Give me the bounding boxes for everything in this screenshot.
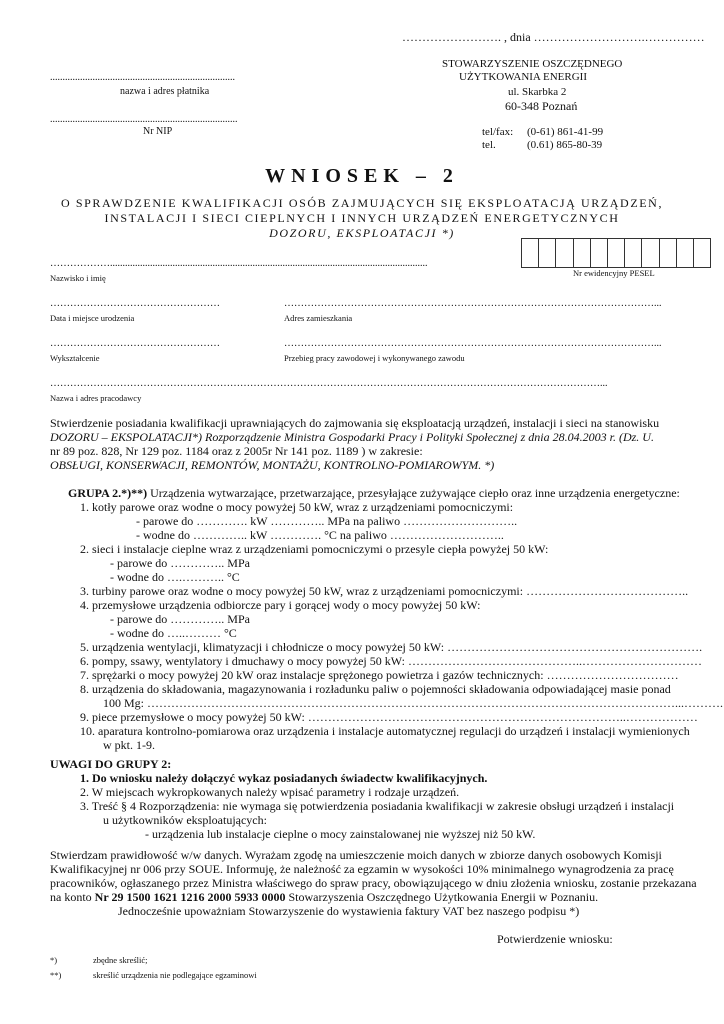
group-item-9[interactable]: 9. piece przemysłowe o mocy powyżej 50 kW: ……………………………………………………………………..……………… — [80, 710, 698, 724]
remarks-heading: UWAGI DO GRUPY 2: — [50, 757, 172, 771]
confirmation-label[interactable]: Potwierdzenie wniosku: — [497, 932, 613, 946]
career-label: Przebieg pracy zawodowej i wykonywanego zawodu — [284, 353, 465, 363]
pesel-digit-box[interactable] — [676, 238, 693, 268]
group-item-8-cont[interactable]: 100 Mg: ……………………………………………………………………………………………………………………...………. — [103, 696, 724, 710]
statement-line-1: Stwierdzenie posiadania kwalifikacji uprawniających do zajmowania się eksploatacją urządzeń, instalacji i sieci na stanowisku — [50, 416, 660, 430]
subtitle-line-2: INSTALACJI I SIECI CIEPLNYCH I INNYCH URZĄDZEŃ ENERGETYCZNYCH — [104, 211, 620, 225]
group-item-10: 10. aparatura kontrolno-pomiarowa oraz urządzenia i instalacje automatycznej regulacji do urządzeń i instalacji wymienionych — [80, 724, 690, 738]
group-item-3[interactable]: 3. turbiny parowe oraz wodne o mocy powyżej 50 kW, wraz z urządzeniami pomocniczymi: ………………………………….. — [80, 584, 689, 598]
name-field[interactable]: ………………............................................................................................................................... — [50, 258, 428, 269]
footnote-1-marker: *) — [50, 955, 58, 965]
footnote-1-text: zbędne skreślić; — [93, 955, 148, 965]
group-heading — [68, 486, 680, 500]
remark-3: 3. Treść § 4 Rozporządzenia: nie wymaga się potwierdzenia posiadania kwalifikacji w zakresie obsługi urządzeń i instalacji — [80, 799, 675, 813]
tel-fax-value: (0-61) 861-41-99 — [527, 126, 604, 138]
nip-field[interactable]: ........................................................................... — [50, 114, 238, 125]
name-label: Nazwisko i imię — [50, 273, 106, 283]
group-item-6[interactable]: 6. pompy, ssawy, wentylatory i dmuchawy o mocy powyżej 50 kW: ……………………………………..………………………… — [80, 654, 702, 668]
org-name-1: STOWARZYSZENIE OSZCZĘDNEGO — [442, 58, 623, 70]
org-city: 60-348 Poznań — [505, 99, 578, 113]
pesel-digit-box[interactable] — [693, 238, 711, 268]
group-item-7[interactable]: 7. sprężarki o mocy powyżej 20 kW oraz instalacje sprężonego powietrza i gazów technicznych: …………………………… — [80, 668, 679, 682]
group-item-1: 1. kotły parowe oraz wodne o mocy powyżej 50 kW, wraz z urządzeniami pomocniczymi: — [80, 500, 514, 514]
group-heading-desc: Urządzenia wytwarzające, przetwarzające, przesyłające zużywające ciepło oraz inne urządzenia energetyczne: — [147, 486, 680, 500]
payer-label: nazwa i adres płatnika — [120, 86, 210, 97]
tel-label: tel. — [482, 139, 496, 151]
employer-label: Nazwa i adres pracodawcy — [50, 393, 142, 403]
consent-line-3: pracowników, ogłaszanego przez Ministra właściwego do spraw pracy, obowiązującego w dniu złożenia wniosku, zostanie przekazana — [50, 876, 697, 890]
remark-3-bullet: - urządzenia lub instalacje cieplne o mocy zainstalowanej nie wyższej niż 50 kW. — [145, 827, 536, 841]
group-item-5[interactable]: 5. urządzenia wentylacji, klimatyzacji i chłodnicze o mocy powyżej 50 kW: ………………………………………………………. — [80, 640, 703, 654]
footnote-2-text: skreślić urządzenia nie podlegające egzaminowi — [93, 970, 257, 980]
pesel-digit-box[interactable] — [590, 238, 607, 268]
pesel-boxes[interactable] — [521, 238, 711, 268]
footnote-2-marker: **) — [50, 970, 62, 980]
group-item-2-steam[interactable]: - parowe do ………….. MPa — [110, 556, 250, 570]
education-field[interactable]: …………………………………………… — [50, 338, 220, 349]
group-item-10-cont: w pkt. 1-9. — [103, 738, 155, 752]
group-item-1-water[interactable]: - wodne do ………….. kW …………. °C na paliwo ……………………….. — [136, 528, 504, 542]
org-name-2: UŻYTKOWANIA ENERGII — [459, 71, 588, 83]
tel-fax-label: tel/fax: — [482, 126, 514, 138]
remark-1: 1. Do wniosku należy dołączyć wykaz posiadanych świadectw kwalifikacyjnych. — [80, 771, 488, 785]
group-item-2: 2. sieci i instalacje cieplne wraz z urządzeniami pomocniczymi o przesyle ciepła powyżej 50 kW: — [80, 542, 549, 556]
group-item-4-steam[interactable]: - parowe do ………….. MPa — [110, 612, 250, 626]
pesel-digit-box[interactable] — [641, 238, 658, 268]
consent-line-1: Stwierdzam prawidłowość w/w danych. Wyrażam zgodę na umieszczenie moich danych w zbiorze danych osobowych Komisji — [50, 848, 662, 862]
org-street: ul. Skarbka 2 — [508, 86, 567, 98]
birth-label: Data i miejsce urodzenia — [50, 313, 135, 323]
consent-line-4-prefix: na konto — [50, 890, 95, 904]
group-item-4-water[interactable]: - wodne do …..……… °C — [110, 626, 237, 640]
group-heading-label: GRUPA 2.*)**) — [68, 486, 148, 500]
consent-line-2: Kwalifikacyjnej nr 006 przy SOUE. Informuję, że należność za egzamin w wysokości 10% minimalnego wynagrodzenia za pracę — [50, 862, 674, 876]
group-item-2-water[interactable]: - wodne do ….……….. °C — [110, 570, 240, 584]
statement-scope: OBSŁUGI, KONSERWACJI, REMONTÓW, MONTAŻU, KONTROLNO-POMIAROWYM. *) — [50, 458, 495, 472]
payer-field[interactable]: .......................................................................... — [50, 72, 235, 83]
subtitle-line-3: DOZORU, EKSPLOATACJI *) — [269, 226, 455, 240]
employer-field[interactable]: …………………………………………………………………………………………………………………………………………………... — [50, 378, 608, 389]
consent-line-4-suffix: Stowarzyszenia Oszczędnego Użytkowania Energii w Poznaniu. — [285, 890, 599, 904]
date-line[interactable]: ……………………. , dnia ……………………….…………… — [402, 30, 705, 44]
address-field[interactable]: …………………………………………………………………………………………………... — [284, 298, 662, 309]
remark-3-cont: u użytkowników eksploatujących: — [103, 813, 267, 827]
pesel-digit-box[interactable] — [624, 238, 641, 268]
pesel-digit-box[interactable] — [573, 238, 590, 268]
remark-2: 2. W miejscach wykropkowanych należy wpisać parametry i rodzaje urządzeń. — [80, 785, 460, 799]
career-field[interactable]: …………………………………………………………………………………………………... — [284, 338, 662, 349]
pesel-digit-box[interactable] — [659, 238, 676, 268]
page-title: WNIOSEK – 2 — [265, 165, 459, 187]
consent-line-5: Jednocześnie upoważniam Stowarzyszenie do wystawienia faktury VAT bez naszego podpisu *) — [118, 904, 580, 918]
pesel-digit-box[interactable] — [521, 238, 538, 268]
education-label: Wykształcenie — [50, 353, 100, 363]
birth-field[interactable]: …………………………………………… — [50, 298, 220, 309]
tel-value: (0.61) 865-80-39 — [527, 139, 603, 151]
address-label: Adres zamieszkania — [284, 313, 353, 323]
nip-label: Nr NIP — [143, 126, 173, 137]
pesel-label: Nr ewidencyjny PESEL — [573, 268, 655, 278]
subtitle-line-1: O SPRAWDZENIE KWALIFIKACJI OSÓB ZAJMUJĄCYCH SIĘ EKSPLOATACJĄ URZĄDZEŃ, — [60, 196, 664, 210]
group-item-8: 8. urządzenia do składowania, magazynowania i rozładunku paliw o pojemności składowania odpowiadającej masie ponad — [80, 682, 671, 696]
statement-line-3: nr 89 poz. 828, Nr 129 poz. 1184 oraz z 2005r Nr 141 poz. 1189 ) w zakresie: — [50, 444, 423, 458]
statement-line-2: DOZORU – EKSPOLATACJI*) Rozporządzenie Ministra Gospodarki Pracy i Polityki Społecznej z dnia 28.04.2003 r. (Dz. U. — [50, 430, 654, 444]
pesel-digit-box[interactable] — [538, 238, 555, 268]
bank-account: Nr 29 1500 1621 1216 2000 5933 0000 — [94, 890, 286, 904]
pesel-digit-box[interactable] — [607, 238, 624, 268]
consent-line-4 — [50, 890, 598, 904]
group-item-4: 4. przemysłowe urządzenia odbiorcze pary i gorącej wody o mocy powyżej 50 kW: — [80, 598, 481, 612]
pesel-digit-box[interactable] — [555, 238, 572, 268]
group-item-1-steam[interactable]: - parowe do …………. kW ………….. MPa na paliwo ……………………….. — [136, 514, 518, 528]
